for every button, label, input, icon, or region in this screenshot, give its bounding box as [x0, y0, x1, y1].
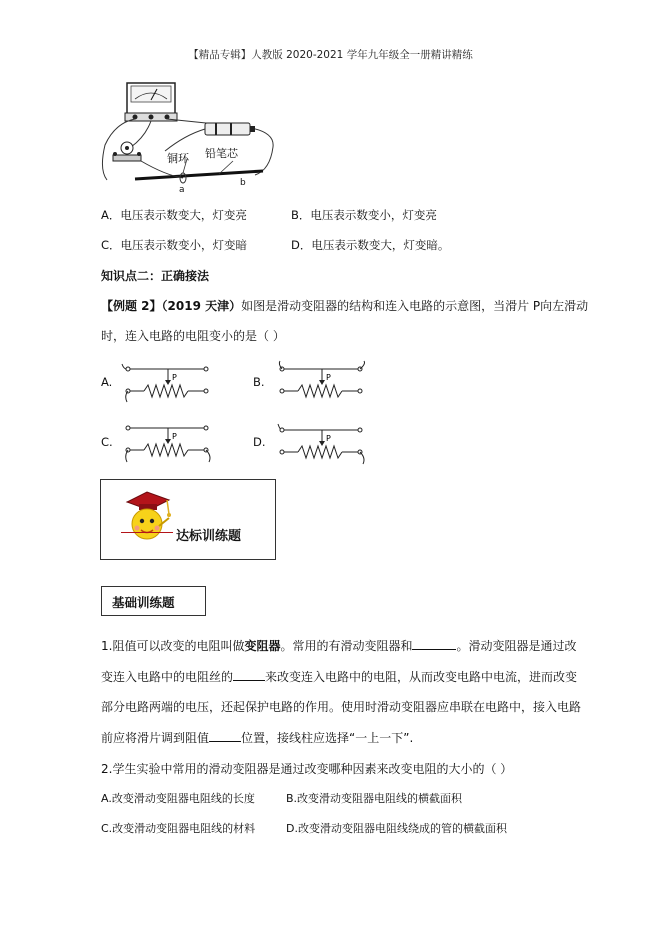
option-a: A．电压表示数变大，灯变亮: [101, 208, 247, 222]
q1-line4: [101, 729, 413, 746]
q1-text: 1.阻值可以改变的电阻叫做: [101, 639, 245, 653]
q2-option-a: A.改变滑动变阻器电阻线的长度: [101, 792, 255, 805]
q2-option-c: C.改变滑动变阻器电阻线的材料: [101, 822, 256, 835]
q1-keyword: 变阻器: [244, 639, 281, 653]
battery-icon: [205, 123, 255, 135]
q1-line2: [101, 668, 577, 685]
label-point-b: b: [240, 178, 246, 188]
rheostat-diagram-d: [272, 422, 372, 467]
rheostat-diagram-a: [118, 360, 218, 405]
rheostat-diagram-b: [272, 360, 372, 405]
slider-p-label: P: [172, 432, 177, 441]
diagram-option-d-label: D.: [253, 435, 266, 449]
example-2-line1: [101, 297, 588, 314]
option-d: D．电压表示数变大，灯变暗。: [291, 238, 450, 252]
banner-divider: [121, 532, 173, 533]
slider-p-label: P: [326, 434, 331, 443]
option-b: B．电压表示数变小，灯变亮: [291, 208, 437, 222]
diagram-option-a-label: A.: [101, 375, 113, 389]
label-pencil-lead: 铅笔芯: [205, 147, 238, 160]
training-banner: [100, 479, 276, 560]
q2-stem: 2.学生实验中常用的滑动变阻器是通过改变哪种因素来改变电阻的大小的（ ）: [101, 762, 513, 776]
slider-p-label: P: [172, 373, 177, 382]
q1-text: 。滑动变阻器是通过改: [456, 639, 577, 653]
graduate-chick-icon: [117, 488, 173, 548]
label-point-a: a: [179, 185, 185, 195]
q1-text: 来改变连入电路中的电阻，从而改变电路中电流，进而改变: [265, 670, 578, 684]
label-copper-ring: 铜环: [167, 152, 189, 165]
circuit-figure: [95, 75, 280, 195]
q1-line3: 部分电路两端的电压，还起保护电路的作用。使用时滑动变阻器应串联在电路中，接入电路: [101, 700, 582, 714]
rheostat-diagram-c: [118, 422, 218, 467]
diagram-option-c-label: C.: [101, 435, 113, 449]
section-title: 知识点二：正确接法: [101, 269, 210, 283]
q1-text: 前应将滑片调到阻值: [101, 731, 210, 745]
fill-blank[interactable]: [412, 638, 456, 650]
q2-option-d: D.改变滑动变阻器电阻线绕成的管的横截面积: [286, 822, 507, 835]
q1-line1: [101, 637, 577, 654]
fill-blank[interactable]: [233, 669, 265, 681]
voltmeter-icon: [125, 83, 177, 121]
q1-text: 变连入电路中的电阻丝的: [101, 670, 234, 684]
slider-p-label: P: [326, 373, 331, 382]
example-tag: 【例题 2】: [101, 299, 162, 313]
q2-option-b: B.改变滑动变阻器电阻线的横截面积: [286, 792, 463, 805]
q1-text: 。常用的有滑动变阻器和: [280, 639, 413, 653]
page-header: 【精品专辑】人教版 2020-2021 学年九年级全一册精讲精练: [188, 49, 473, 61]
example-source: （2019 天津）: [161, 299, 242, 313]
basic-training-box: [101, 586, 206, 616]
q1-text: 位置，接线柱应选择“一上一下”.: [241, 731, 414, 745]
diagram-option-b-label: B.: [253, 375, 265, 389]
lamp-icon: [113, 142, 141, 161]
example-2-line2: 时，连入电路的电阻变小的是（ ）: [101, 329, 285, 343]
basic-training-title: 基础训练题: [112, 595, 175, 610]
example-text-1: 如图是滑动变阻器的结构和连入电路的示意图，当滑片 P向左滑动: [241, 299, 589, 313]
fill-blank[interactable]: [209, 730, 241, 742]
option-c: C．电压表示数变小，灯变暗: [101, 238, 248, 252]
banner-title: 达标训练题: [176, 529, 242, 544]
